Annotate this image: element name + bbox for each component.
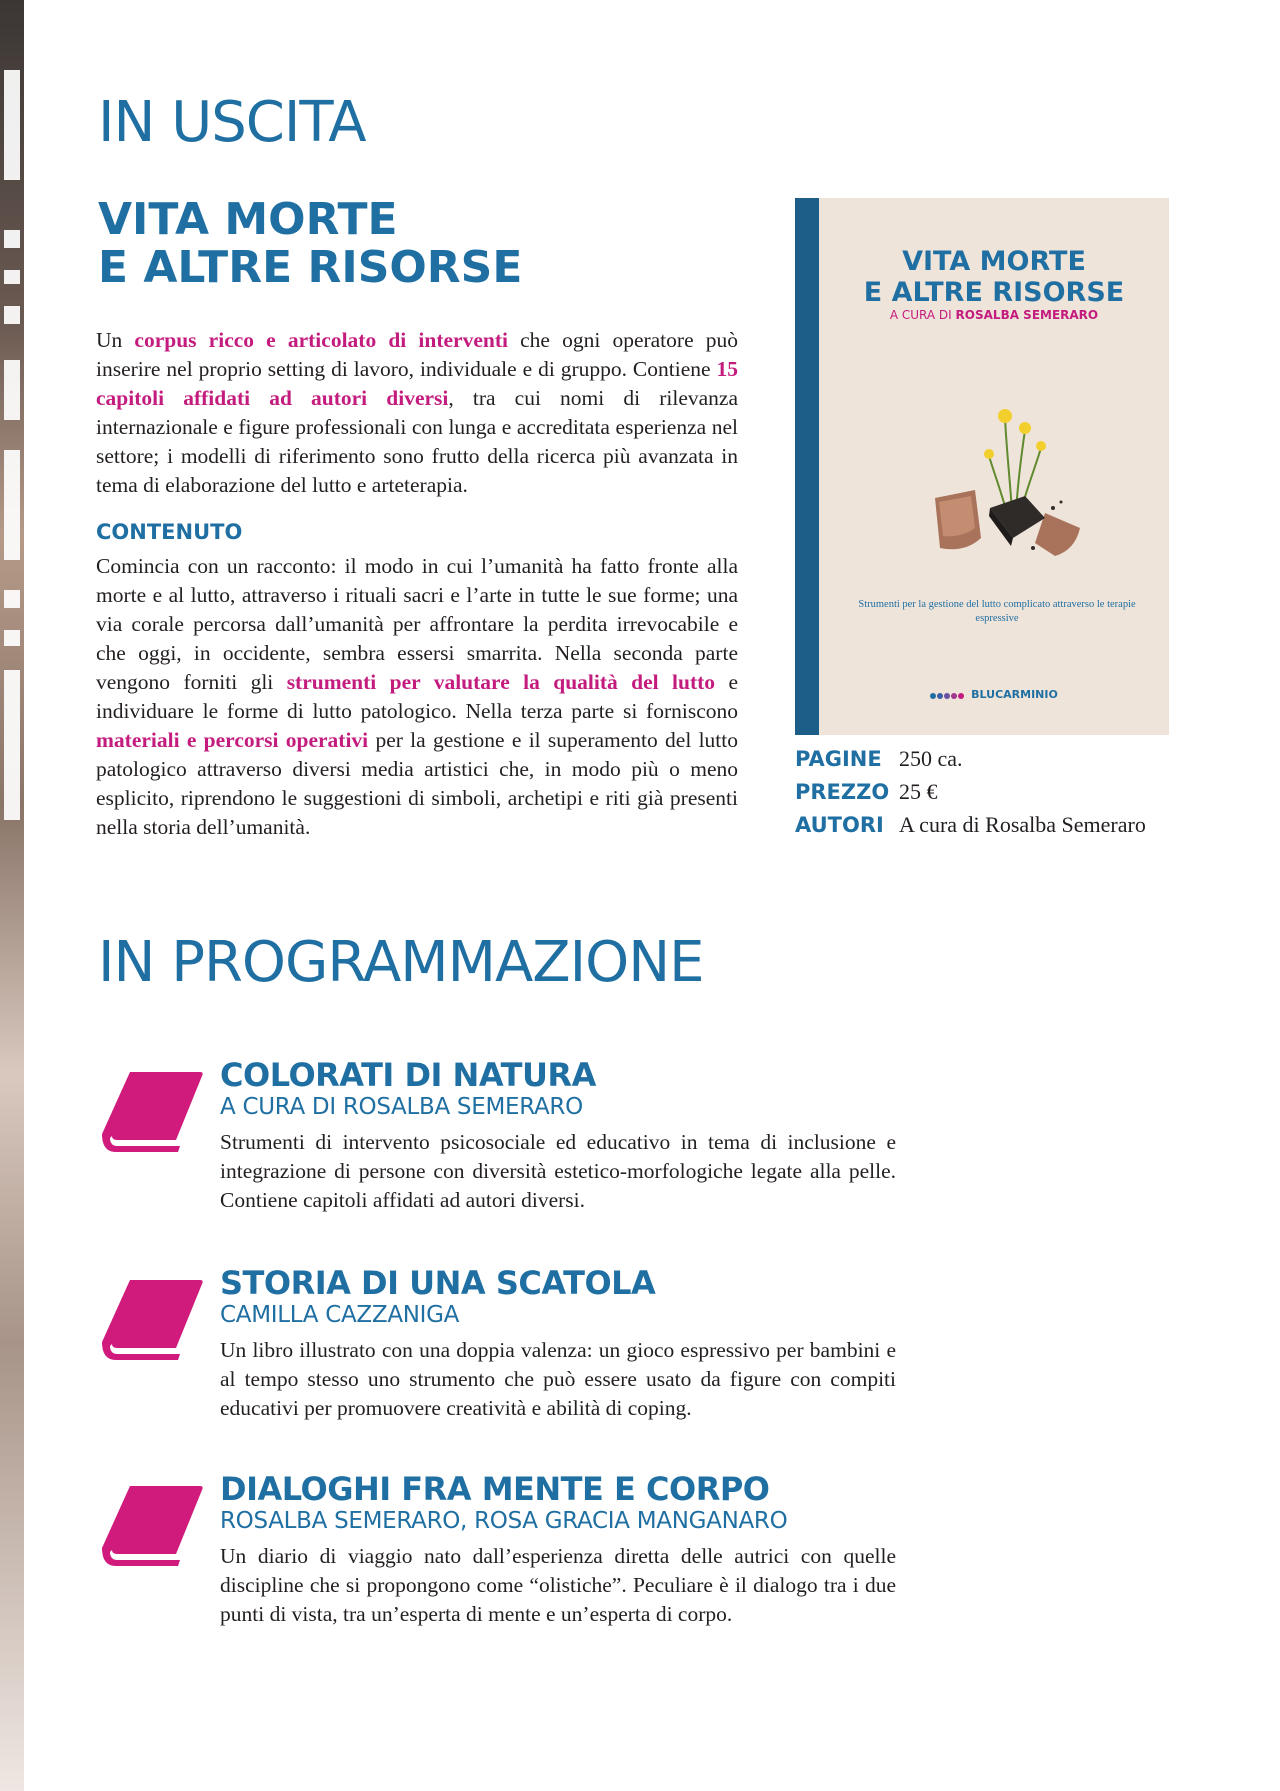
cover-publisher xyxy=(819,688,1169,702)
upcoming-book-title: STORIA DI UNA SCATOLA xyxy=(220,1264,656,1302)
cover-illustration xyxy=(895,378,1095,578)
content-heading: CONTENUTO xyxy=(96,520,243,544)
cover-title xyxy=(819,246,1169,308)
upcoming-book-title: DIALOGHI FRA MENTE E CORPO xyxy=(220,1470,770,1508)
cover-curator-name: ROSALBA SEMERARO xyxy=(955,308,1099,322)
paragraph-text: che ogni operatore può inserire nel proprio setting di lavoro, individuale e di gruppo. Contiene xyxy=(96,328,738,381)
detail-label: PAGINE xyxy=(795,747,882,771)
publisher-name: BLUCARMINIO xyxy=(971,688,1058,701)
upcoming-book-author: A CURA DI ROSALBA SEMERARO xyxy=(220,1094,583,1120)
upcoming-book-description: Strumenti di intervento psicosociale ed educativo in tema di inclusione e integrazione di persone con diversità estetico-morfologiche legate alla pelle. Contiene capitoli affidati ad autori diversi. xyxy=(220,1130,896,1212)
paragraph-text: , tra cui nomi di rilevanza internazionale e figure professionali con lunga e accreditata esperienza nel settore; i modelli di riferimento sono frutto della ricerca più avanzata in tema di elaborazione del lutto e arteterapia. xyxy=(96,386,738,497)
book-cover xyxy=(795,198,1169,735)
paragraph-text: per la gestione e il superamento del lutto patologico attraverso diversi media artistici che, in modo più o meno esplicito, riprendono le suggestioni di simboli, archetipi e riti già presenti nella storia dell’umanità. xyxy=(96,728,738,839)
section-heading-scheduled: IN PROGRAMMAZIONE xyxy=(98,930,704,995)
cover-curator-prefix: A CURA DI xyxy=(889,308,952,322)
detail-label: AUTORI xyxy=(795,813,884,837)
detail-value: A cura di Rosalba Semeraro xyxy=(899,812,1146,837)
paragraph-text: Comincia con un racconto: il modo in cui l’umanità ha fatto fronte alla morte e al lutto, attraverso i rituali sacri e l’arte in tutte le sue forme; una via corale percorsa dall’umanità per affrontare la perdita irrevocabile e che oggi, in occidente, sembra essersi smarrita. Nella seconda parte vengono forniti gli xyxy=(96,554,738,694)
detail-label: PREZZO xyxy=(795,780,890,804)
feature-title xyxy=(98,196,522,292)
highlighted-text: strumenti per valutare la qualità del lutto xyxy=(286,670,716,694)
feature-intro xyxy=(96,326,738,500)
upcoming-book-description: Un diario di viaggio nato dall’esperienza diretta delle autrici con quelle discipline che si propongono come “olistiche”. Peculiare è il dialogo tra i due punti di vista, tra un’esperta di mente e un’esperta di corpo. xyxy=(220,1544,896,1626)
publisher-logo-dots xyxy=(930,689,965,702)
cover-spine xyxy=(795,198,819,735)
book-icon xyxy=(96,1274,206,1364)
highlighted-text: corpus ricco e articolato di interventi xyxy=(134,328,508,352)
feature-content xyxy=(96,552,738,842)
feature-title-line1: VITA MORTE xyxy=(98,194,398,245)
feature-title-line2: E ALTRE RISORSE xyxy=(98,242,523,293)
book-icon xyxy=(96,1480,206,1570)
upcoming-book-item xyxy=(96,1470,916,1670)
highlighted-text: materiali e percorsi operativi xyxy=(96,728,369,752)
detail-value: 250 ca. xyxy=(899,746,963,771)
cover-curator xyxy=(819,308,1169,322)
upcoming-book-item xyxy=(96,1264,916,1464)
decorative-side-strip xyxy=(0,0,24,1791)
upcoming-book-description: Un libro illustrato con una doppia valenza: un gioco espressivo per bambini e al tempo stesso uno strumento che può essere usato da figure con compiti educativi per promuovere creatività e abilità di coping. xyxy=(220,1338,896,1420)
detail-value: 25 € xyxy=(899,779,938,804)
paragraph-text: e individuare le forme di lutto patologico. Nella terza parte si forniscono xyxy=(96,670,739,723)
cover-subtitle: Strumenti per la gestione del lutto complicato attraverso le terapie espressive xyxy=(858,599,1136,624)
section-heading-released: IN USCITA xyxy=(98,90,366,155)
cover-title-line2: E ALTRE RISORSE xyxy=(863,277,1125,308)
upcoming-book-author: ROSALBA SEMERARO, ROSA GRACIA MANGANARO xyxy=(220,1508,788,1534)
upcoming-book-title: COLORATI DI NATURA xyxy=(220,1056,596,1094)
cover-title-line1: VITA MORTE xyxy=(902,246,1086,277)
side-strip-lettering xyxy=(0,30,24,830)
book-icon xyxy=(96,1066,206,1156)
upcoming-book-author: CAMILLA CAZZANIGA xyxy=(220,1302,460,1328)
paragraph-text: Un xyxy=(96,328,135,352)
highlighted-text: 15 capitoli affidati ad autori diversi xyxy=(96,357,738,410)
upcoming-book-item xyxy=(96,1056,916,1256)
